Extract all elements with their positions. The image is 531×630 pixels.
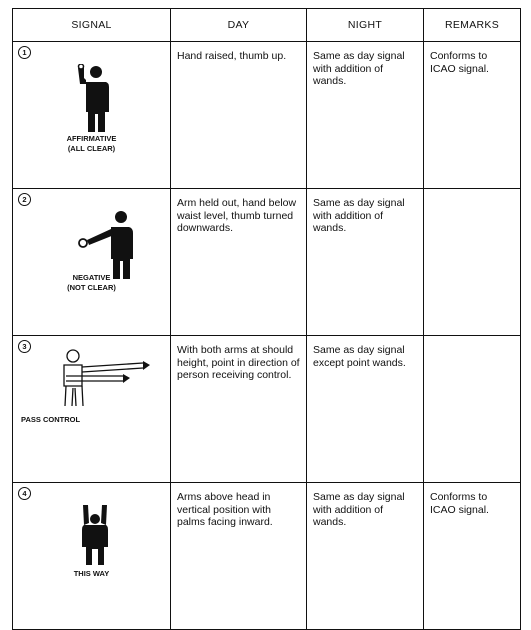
signals-table — [12, 8, 521, 630]
header-night: NIGHT — [307, 9, 424, 42]
day-cell: With both arms at should height, point in direction of person receiving control. — [171, 336, 307, 483]
caption-line: AFFIRMATIVE — [66, 134, 117, 143]
header-row — [13, 9, 521, 42]
negative-figure — [67, 209, 147, 281]
header-day: DAY — [171, 9, 307, 42]
signal-number: 3 — [18, 340, 31, 353]
table-row — [13, 42, 521, 189]
signal-number: 2 — [18, 193, 31, 206]
header-remarks: REMARKS — [424, 9, 521, 42]
signal-caption — [21, 415, 178, 425]
caption-line: (ALL CLEAR) — [67, 143, 116, 153]
signal-number: 1 — [18, 46, 31, 59]
caption-line: THIS WAY — [73, 569, 110, 578]
caption-line: PASS CONTROL — [21, 415, 81, 424]
this-way-figure — [75, 503, 115, 567]
caption-line: (NOT CLEAR) — [67, 282, 116, 292]
night-cell: Same as day signal with addition of wands. — [307, 42, 424, 189]
signal-number: 4 — [18, 487, 31, 500]
signal-caption — [13, 134, 170, 153]
table-row — [13, 336, 521, 483]
day-cell: Arms above head in vertical position with palms facing inward. — [171, 483, 307, 630]
day-cell: Hand raised, thumb up. — [171, 42, 307, 189]
signal-cell — [13, 483, 171, 630]
remarks-cell — [424, 189, 521, 336]
signal-cell — [13, 42, 171, 189]
signal-caption — [13, 569, 170, 579]
affirmative-figure — [69, 64, 117, 134]
pass-control-figure — [53, 348, 157, 410]
remarks-cell: Conforms to ICAO signal. — [424, 42, 521, 189]
caption-line: NEGATIVE — [72, 273, 111, 282]
night-cell: Same as day signal with addition of wands. — [307, 189, 424, 336]
night-cell: Same as day signal with addition of wands. — [307, 483, 424, 630]
night-cell: Same as day signal except point wands. — [307, 336, 424, 483]
signal-caption — [13, 273, 170, 292]
day-cell: Arm held out, hand below waist level, thumb turned downwards. — [171, 189, 307, 336]
signal-cell — [13, 189, 171, 336]
table-row — [13, 483, 521, 630]
signal-cell — [13, 336, 171, 483]
signal-chart — [12, 8, 520, 598]
remarks-cell: Conforms to ICAO signal. — [424, 483, 521, 630]
remarks-cell — [424, 336, 521, 483]
table-row — [13, 189, 521, 336]
header-signal: SIGNAL — [13, 9, 171, 42]
